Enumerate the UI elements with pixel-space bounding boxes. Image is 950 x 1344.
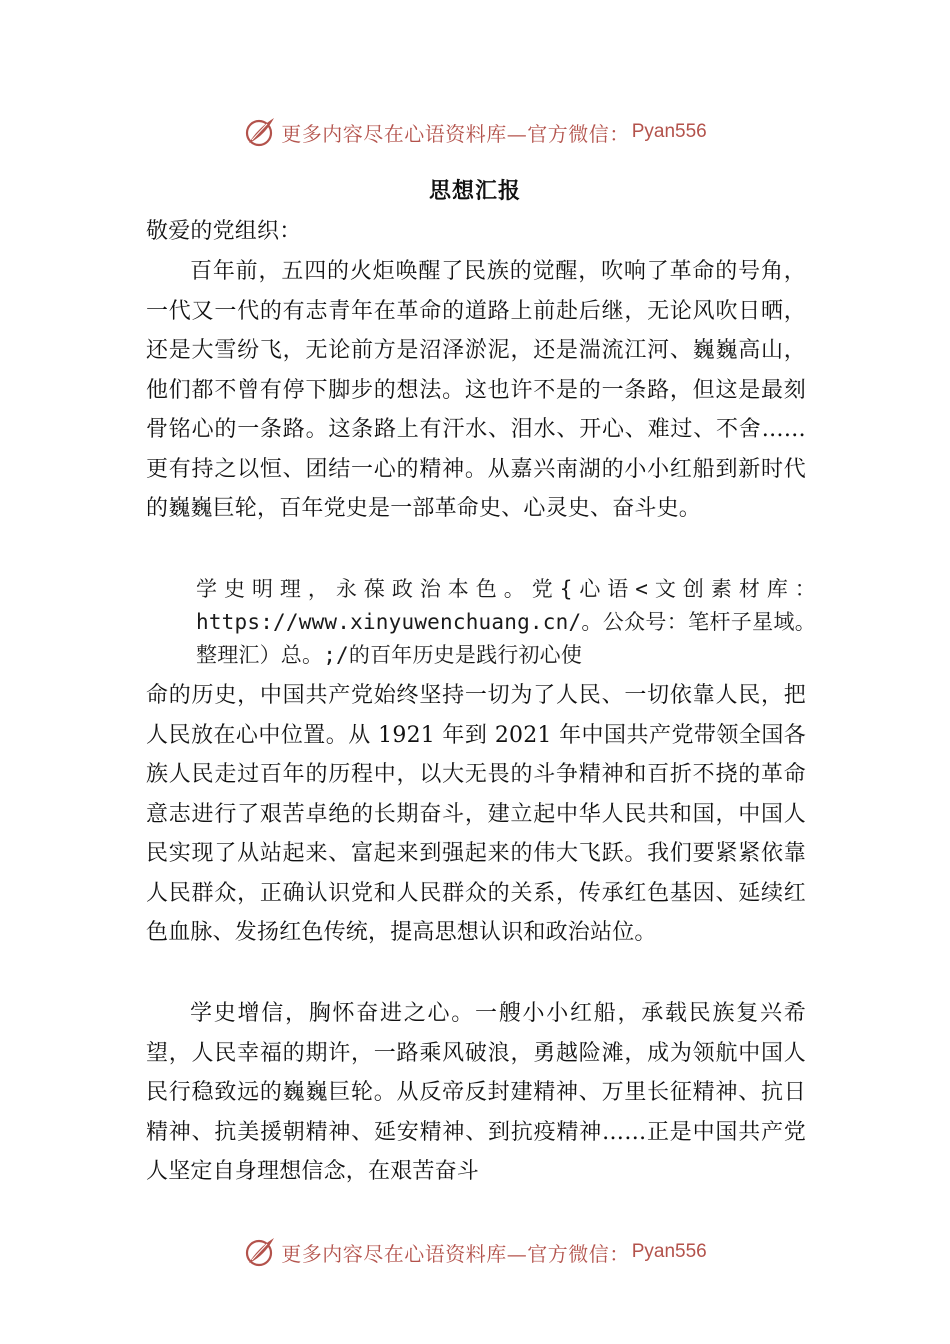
footer-banner <box>0 1232 950 1272</box>
quill-logo-icon <box>243 1235 277 1269</box>
banner-wechat-id: Pyan556 <box>631 1241 707 1262</box>
paragraph-3: 命的历史，中国共产党始终坚持一切为了人民、一切依靠人民，把人民放在心中位置。从 1921 年到 2021 年中国共产党带领全国各族人民走过百年的历程中，以大无畏的斗争精神和百折不挠的革命意志进行了艰苦卓绝的长期奋斗，建立起中华人民共和国，中国人民实现了从站起来、富起来到强起来的伟大飞跃。我们要紧紧依靠人民群众，正确认识党和人民群众的关系，传承红色基因、延续红色血脉、发扬红色传统，提高思想认识和政治站位。 <box>146 683 806 945</box>
paragraph-1: 百年前，五四的火炬唤醒了民族的觉醒，吹响了革命的号角，一代又一代的有志青年在革命的道路上前赴后继，无论风吹日晒，还是大雪纷飞，无论前方是沼泽淤泥，还是湍流江河、巍巍高山，他们都不曾有停下脚步的想法。这也许不是的一条路，但这是最刻骨铭心的一条路。这条路上有汗水、泪水、开心、难过、不舍……更有持之以恒、团结一心的精神。从嘉兴南湖的小小红船到新时代的巍巍巨轮，百年党史是一部革命史、心灵史、奋斗史。 <box>146 259 806 521</box>
quill-logo-icon <box>243 115 277 149</box>
banner-wechat-id: Pyan556 <box>631 121 707 142</box>
document-title: 思想汇报 <box>428 178 521 204</box>
salutation: 敬爱的党组织： <box>146 219 302 244</box>
banner-text: 更多内容尽在心语资料库—官方微信： <box>281 121 630 146</box>
paragraph-2-watermark-block: 学史明理，永葆政治本色。党{心语<文创素材库：https://www.xinyuwenchuang.cn/。公众号：笔杆子星域。整理汇）总。;/的百年历史是践行初心使 <box>196 577 816 667</box>
banner-text: 更多内容尽在心语资料库—官方微信： <box>281 1241 630 1266</box>
header-banner <box>0 112 950 152</box>
paragraph-4: 学史增信，胸怀奋进之心。一艘小小红船，承载民族复兴希望，人民幸福的期许，一路乘风破浪，勇越险滩，成为领航中国人民行稳致远的巍巍巨轮。从反帝反封建精神、万里长征精神、抗日精神、抗美援朝精神、延安精神、到抗疫精神……正是中国共产党人坚定自身理想信念，在艰苦奋斗 <box>146 1001 806 1184</box>
